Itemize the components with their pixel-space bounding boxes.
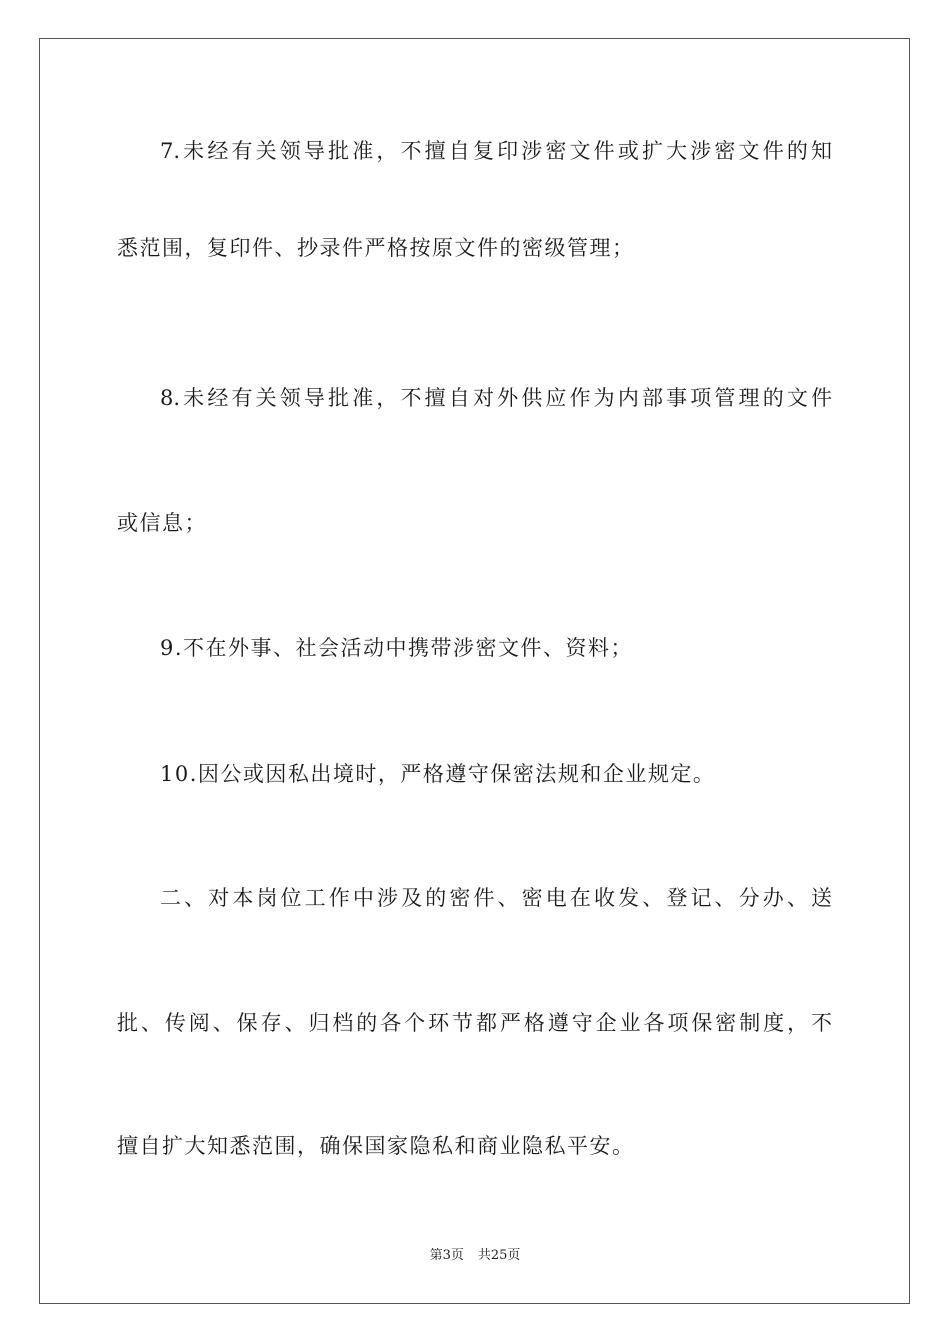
section-2-line-3: 擅自扩大知悉范围，确保国家隐私和商业隐私平安。 (117, 1134, 635, 1158)
paragraph-8-line-2: 或信息； (117, 511, 207, 535)
page-number-total: 共25页 (477, 1248, 521, 1263)
page-frame (39, 38, 910, 1304)
page-footer (0, 1248, 950, 1264)
paragraph-7-line-2: 悉范围，复印件、抄录件严格按原文件的密级管理； (117, 236, 635, 260)
section-2-line-2: 批、传阅、保存、归档的各个环节都严格遵守企业各项保密制度，不 (117, 1011, 832, 1035)
paragraph-7-line-1: 7.未经有关领导批准，不擅自复印涉密文件或扩大涉密文件的知 (160, 139, 832, 163)
paragraph-9: 9.不在外事、社会活动中携带涉密文件、资料； (160, 636, 634, 660)
section-2-line-1: 二、对本岗位工作中涉及的密件、密电在收发、登记、分办、送 (160, 886, 832, 910)
page-number-current: 第3页 (429, 1248, 464, 1263)
paragraph-8-line-1: 8.未经有关领导批准，不擅自对外供应作为内部事项管理的文件 (160, 386, 832, 410)
paragraph-10: 10.因公或因私出境时，严格遵守保密法规和企业规定。 (160, 762, 716, 786)
